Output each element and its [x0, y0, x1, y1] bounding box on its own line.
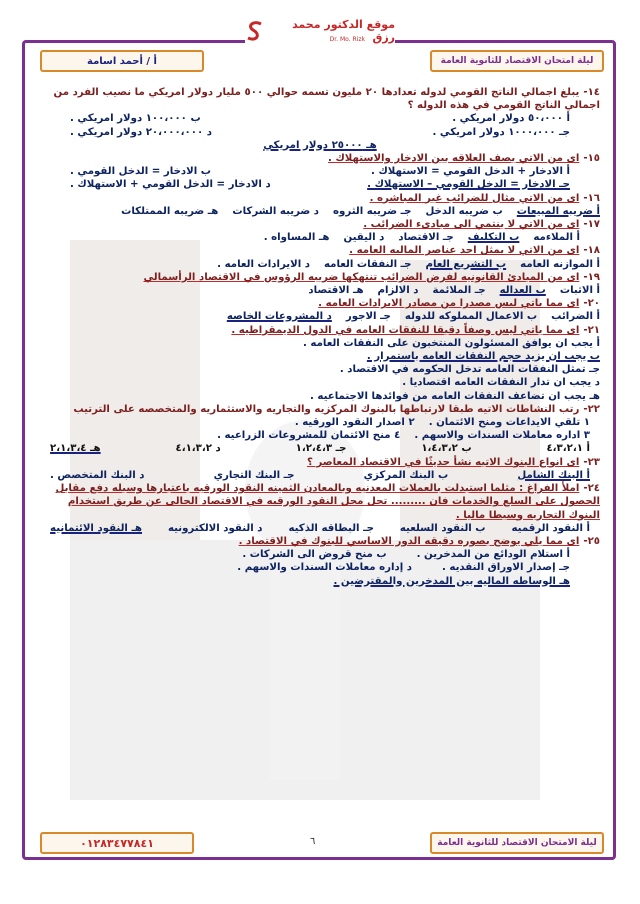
- question-15: [40, 152, 600, 192]
- question-number: ٢١-: [583, 324, 600, 336]
- option: أ الادخار + الدخل القومي = الاستهلاك .: [371, 166, 570, 178]
- author-name: أ / أحمد اسامة: [87, 55, 157, 67]
- option: أ يجب ان يوافق المسئولون المنتخبون على النفقات العامه .: [303, 337, 600, 349]
- option: أ ٥٠،٠٠٠ دولار امريكي .: [452, 113, 570, 125]
- footer-title: ليلة الامتحان الاقتصاد للثانوية العامة: [437, 838, 597, 848]
- option: هـ المساواه .: [263, 232, 330, 244]
- question-19: [40, 271, 600, 297]
- question-23: [40, 456, 600, 482]
- option-answer: د المشروعات الخاصه: [226, 311, 332, 323]
- question-text: اى انواع البنوك الاتيه نشأ حديثًا في الاقتصاد المعاصر ؟: [306, 456, 580, 468]
- question-18: [40, 244, 600, 270]
- option: جـ الاقتصاد: [398, 232, 454, 244]
- option-answer: أ ضريبه المبيعات: [516, 205, 600, 217]
- option: د يجب ان تدار النفقات العامه اقتصاديا .: [402, 377, 600, 389]
- option: أ استلام الودائع من المدخرين .: [416, 549, 570, 561]
- option-answer: هـ الوساطه الماليه بين المدخرين والمقترضين .: [333, 575, 570, 587]
- ordering-item: ٤ منح الائتمان للمشروعات الزراعيه .: [217, 430, 401, 442]
- question-text: اى من الاتي لا ينتمي الى مبادىء الضرائب .: [363, 219, 580, 231]
- option: جـ ١،٢،٤،٣: [295, 443, 347, 455]
- phone-box: [40, 832, 194, 854]
- question-number: ٢٥-: [583, 535, 600, 547]
- logo-text: موقع الدكتور محمد رزق: [292, 18, 395, 44]
- option-answer: أ البنك الشامل: [517, 469, 590, 481]
- option: ب ١٠٠،٠٠٠ دولار امريكي .: [70, 113, 201, 125]
- question-number: ٢٠-: [583, 298, 600, 310]
- option: جـ البنك التجاري: [213, 469, 295, 481]
- question-25: [40, 535, 600, 588]
- option-answer: جـ الادخار = الدخل القومي – الاستهلاك .: [367, 179, 570, 191]
- site-logo: [245, 14, 395, 48]
- option: هـ يجب ان تضاعف النفقات العامه من فوائدها الاجتماعيه .: [310, 390, 600, 402]
- question-number: ١٦-: [583, 192, 600, 204]
- option: ب البنك المركزي: [363, 469, 449, 481]
- option: جـ ١٠٠٠،٠٠٠ دولار امريكي .: [432, 126, 570, 138]
- question-text: يبلغ اجمالي الناتج القومي لدوله تعدادها ٢٠ مليون تسمه حوالي ٥٠٠ مليار دولار امريكي ما نصيب الفرد من اجمالي الناتج القومي في هذه الدوله ؟: [53, 87, 600, 112]
- question-20: [40, 297, 600, 323]
- question-16: [40, 192, 600, 218]
- question-number: ١٥-: [583, 153, 600, 165]
- option: د الايرادات العامه .: [217, 258, 310, 270]
- logo-subtitle: Dr. Mo. Rizk: [329, 36, 365, 43]
- question-number: ٢٤-: [583, 483, 600, 495]
- question-22: [40, 403, 600, 456]
- option: د ٢٠،٠٠٠،٠٠٠ دولار امريكي .: [70, 126, 212, 138]
- question-number: ١٨-: [583, 245, 600, 257]
- phone-number: ٠١٢٨٣٤٧٧٨٤١: [80, 836, 154, 850]
- question-number: ١٤-: [583, 87, 600, 98]
- option: أ الملاءمه: [533, 232, 580, 244]
- option: ب ضريبه الدخل: [425, 205, 503, 217]
- option-answer: هـ ٢٥٠٠٠ دولار امريكي: [263, 139, 377, 151]
- question-21: [40, 324, 600, 403]
- option: ب الاعمال المملوكه للدوله: [404, 311, 538, 323]
- option-answer: ب العداله: [499, 285, 546, 297]
- option: هـ الاقتصاد: [308, 285, 364, 297]
- option: جـ النفقات العامه: [323, 258, 412, 270]
- question-text: اى من الاتي مثال للضرائب غير المباشره .: [369, 192, 580, 204]
- question-text: اى مما يلي يوضح بصوره دقيقه الدور الاساسي للبنوك في الاقتصاد .: [238, 535, 580, 547]
- option: د النقود الالكترونيه: [167, 522, 263, 534]
- ordering-item: ٣ اداره معاملات السندات والاسهم .: [414, 430, 590, 442]
- question-text: اى من المبادئ القانونيه لفرض الضرائب تنتهكها ضريبه الرؤوس في الاقتصاد الرأسمالي: [143, 271, 580, 283]
- option: د ضريبه الشركات: [232, 205, 320, 217]
- option: ب منح قروض الى الشركات .: [242, 549, 387, 561]
- option: جـ الاجور: [345, 311, 391, 323]
- option: د البنك المتخصص .: [50, 469, 145, 481]
- questions-content: [40, 86, 600, 588]
- ordering-item: ١ تلقي الايداعات ومنح الائتمان .: [428, 417, 590, 429]
- question-number: ٢٣-: [583, 456, 600, 468]
- option: هـ ضريبه الممتلكات: [121, 205, 219, 217]
- option: جـ إصدار الاوراق النقديه .: [441, 562, 570, 574]
- question-number: ٢٢-: [583, 403, 600, 415]
- option: د الادخار = الدخل القومي + الاستهلاك .: [70, 179, 271, 191]
- option: ب النقود السلعيه: [399, 522, 486, 534]
- question-24: [40, 482, 600, 535]
- option: أ الاثبات: [559, 285, 600, 297]
- option: أ الضرائب: [551, 311, 600, 323]
- option: ب الادخار = الدخل القومي .: [70, 166, 212, 178]
- option: ب ١،٤،٣،٢: [421, 443, 472, 455]
- footer-title-box: [430, 832, 604, 854]
- option: د إداره معاملات السندات والاسهم .: [237, 562, 412, 574]
- option: د اليقين: [343, 232, 385, 244]
- question-text: اى مما ياتي ليس مصدرا من مصادر الايرادات العامه .: [318, 298, 580, 310]
- question-17: [40, 218, 600, 244]
- option: د ٤،١،٣،٢: [175, 443, 221, 455]
- page-number: ٦: [310, 836, 316, 847]
- option: جـ تمثل النفقات العامه تدخل الحكومه في الاقتصاد .: [339, 364, 600, 376]
- option-answer: ب يجب ان يزيد حجم النفقات العامه باستمرار .: [366, 351, 600, 363]
- option: أ الموازنه العامه: [520, 258, 600, 270]
- logo-s-icon: [245, 20, 265, 42]
- option: د الالزام: [377, 285, 419, 297]
- option: جـ ضريبه الثروه: [333, 205, 412, 217]
- option: أ النقود الرقميه: [511, 522, 590, 534]
- option: جـ البطاقه الذكيه: [288, 522, 374, 534]
- question-text: املأ الفراغ : مثلما استبدلت بالعملات المعدنيه وبالمعادن الثمينه النقود الورقيه باعتبارها وسيله دفع مقابل الحصول على السلع والخدمات فان ......... تحل محل النقود الورقيه في الاقتصاد الحالى عن طريق استخدام البنوك التجاريه وسيطا ماليا .: [55, 483, 600, 521]
- question-text: اى من الاتي لا يمثل احد عناصر الماليه العامه .: [349, 245, 580, 257]
- question-number: ١٧-: [583, 219, 600, 231]
- option: أ ٤،٣،٢،١: [546, 443, 590, 455]
- question-text: اى مما ياتي ليس وصفاً دقيقا للنفقات العامه في الدول الديمقراطيه .: [231, 324, 580, 336]
- option-answer: هـ ٢،١،٣،٤: [50, 443, 101, 455]
- option: جـ الملائمة: [432, 285, 486, 297]
- question-text: اى من الاتي يصف العلاقه بين الادخار والاستهلاك .: [328, 153, 580, 165]
- header-title-box: [430, 50, 604, 72]
- option-answer: ب التكليف: [467, 232, 520, 244]
- option-answer: هـ النقود الائتمانيه: [50, 522, 142, 534]
- question-text: رتب النشاطات الاتيه طبقا لارتباطها بالبنوك المركزيه والتجاريه والاستثماريه والمتخصصه على الترتيب: [73, 403, 580, 415]
- author-box: [40, 50, 204, 72]
- option-answer: ب التشريع العام: [425, 258, 507, 270]
- question-number: ١٩-: [583, 271, 600, 283]
- header-title: ليلة امتحان الاقتصاد للثانوية العامة: [440, 56, 594, 66]
- ordering-item: ٢ اصدار النقود الورقيه .: [294, 417, 415, 429]
- question-14: [40, 86, 600, 152]
